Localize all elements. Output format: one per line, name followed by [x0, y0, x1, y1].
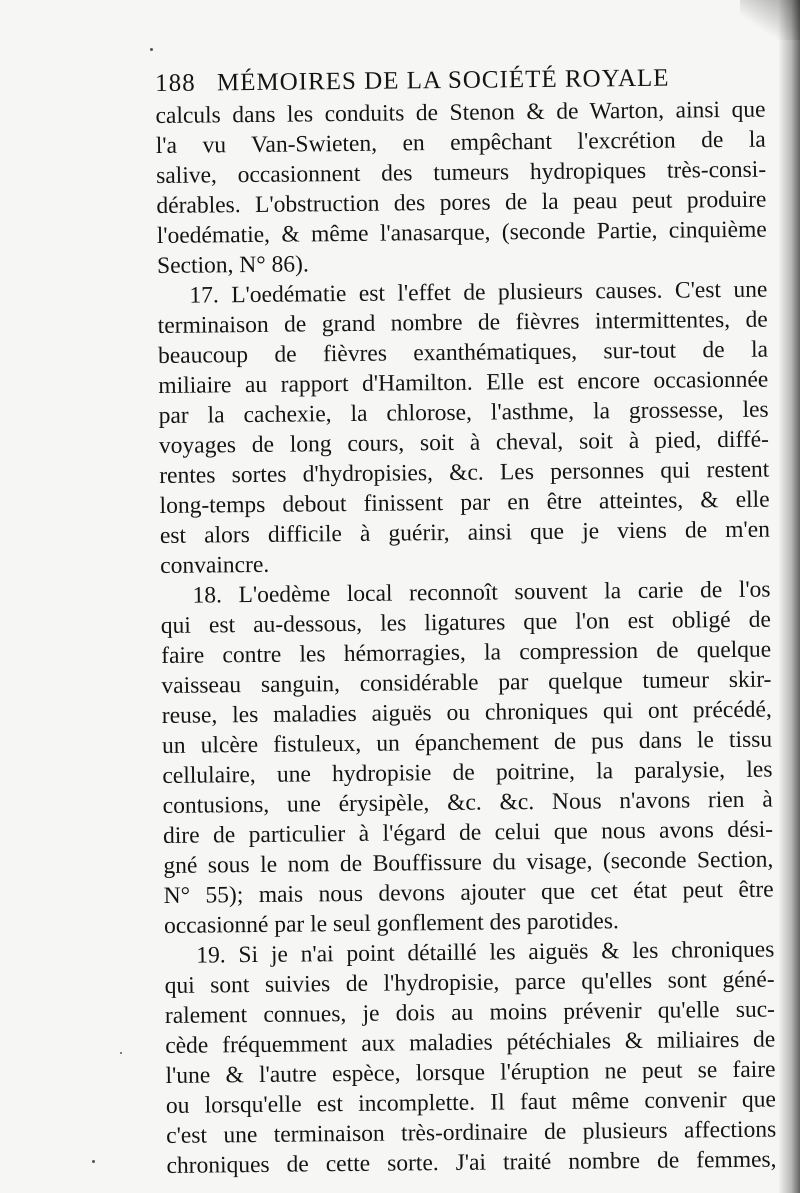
page-number: 188: [155, 69, 196, 97]
text-line: terminaison de grand nombre de fièvres intermittentes, de: [157, 306, 768, 339]
text-line: 19. Si je n'ai point détaillé les aiguës & les chroniques: [196, 936, 775, 969]
text-line: l'a vu Van-Swieten, en empêchant l'excrétion de la: [155, 126, 766, 159]
text-line: N° 55); mais nous devons ajouter que cet état peut être: [163, 876, 774, 909]
text-line: 17. L'oedématie est l'effet de plusieurs causes. C'est une: [189, 276, 768, 309]
text-line: voyages de long cours, soit à cheval, soit à pied, diffé-: [158, 426, 770, 459]
text-line: occasionné par le seul gonflement des parotides.: [163, 908, 619, 939]
text-line: 18. L'oedème local reconnoît souvent la carie de l'os: [192, 576, 771, 609]
text-line: gné sous le nom de Bouffissure du visage, (seconde Section,: [163, 846, 774, 879]
text-line: convaincre.: [160, 551, 270, 579]
text-line: dire de particulier à l'égard de celui que nous avons dési-: [162, 816, 774, 849]
page-corner-shadow: [740, 0, 800, 40]
text-line: ou lorsqu'elle est incomplette. Il faut même convenir que: [165, 1086, 776, 1119]
text-line: ralement connues, je dois au moins prévenir qu'elle suc-: [164, 996, 776, 1029]
text-line: reuse, les maladies aiguës ou chroniques qui ont précédé,: [161, 696, 772, 729]
body-text: [155, 95, 776, 1181]
page-text-block: [155, 61, 777, 1181]
ink-speck: [150, 48, 153, 51]
ink-speck: [120, 1052, 122, 1054]
text-line: est alors difficile à guérir, ainsi que je viens de m'en: [159, 516, 771, 549]
ink-speck: [92, 1160, 95, 1163]
text-line: chroniques de cette sorte. J'ai traité nombre de femmes,: [166, 1146, 777, 1179]
text-line: c'est une terminaison très-ordinaire de plusieurs affections: [166, 1116, 777, 1149]
text-line: par la cachexie, la chlorose, l'asthme, la grossesse, les: [158, 396, 769, 429]
text-line: faire contre les hémorragies, la compression de quelque: [161, 636, 772, 669]
text-line: salive, occasionnent des tumeurs hydropiques très-consi-: [156, 156, 767, 189]
text-line: un ulcère fistuleux, un épanchement de pus dans le tissu: [161, 726, 773, 759]
text-line: miliaire au rapport d'Hamilton. Elle est encore occasionnée: [158, 366, 769, 399]
text-line: vaisseau sanguin, considérable par quelque tumeur skir-: [161, 666, 772, 699]
text-line: rentes sortes d'hydropisies, &c. Les personnes qui restent: [159, 456, 770, 489]
text-line: Section, N° 86).: [156, 251, 309, 279]
text-line: beaucoup de fièvres exanthématiques, sur-tout de la: [157, 336, 769, 369]
text-line: dérables. L'obstruction des pores de la peau peut produire: [156, 186, 767, 219]
text-line: l'oedématie, & même l'anasarque, (seconde Partie, cinquième: [156, 216, 767, 249]
text-line: cellulaire, une hydropisie de poitrine, la paralysie, les: [162, 756, 773, 789]
running-title: MÉMOIRES DE LA SOCIÉTÉ ROYALE: [216, 64, 670, 97]
text-line: qui est au-dessous, les ligatures que l'on est obligé de: [160, 606, 771, 639]
text-line: contusions, une érysipèle, &c. &c. Nous n'avons rien à: [162, 786, 773, 819]
text-line: long-temps debout finissent par en être atteintes, & elle: [159, 486, 770, 519]
text-line: calculs dans les conduits de Stenon & de Warton, ainsi que: [155, 96, 766, 129]
page-edge-shadow: [778, 0, 800, 1193]
text-line: qui sont suivies de l'hydropisie, parce qu'elles sont géné-: [164, 966, 775, 999]
text-line: l'une & l'autre espèce, lorsque l'éruption ne peut se faire: [165, 1056, 776, 1089]
text-line: cède fréquemment aux maladies pétéchiales & miliaires de: [165, 1026, 776, 1059]
